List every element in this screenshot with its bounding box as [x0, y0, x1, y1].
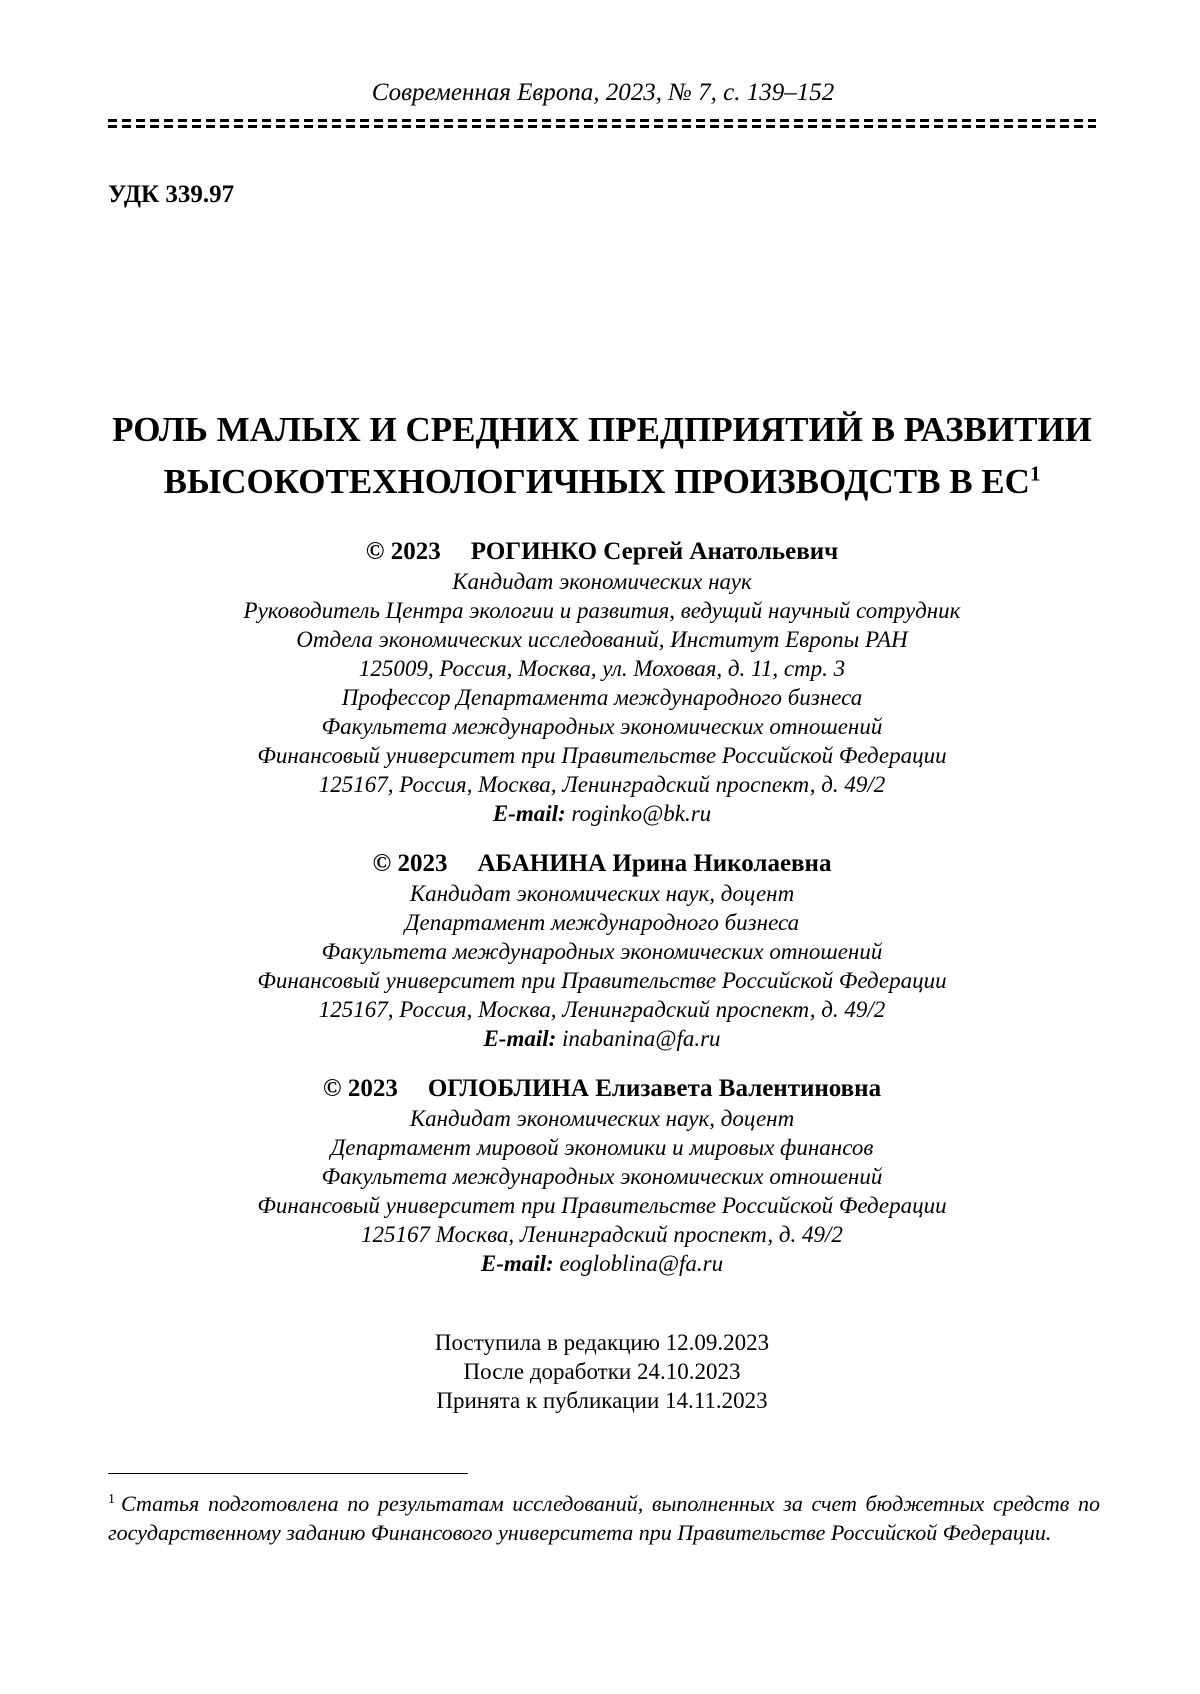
author-1-email-line: [100, 799, 1104, 828]
author-1-line-5: Профессор Департамента международного бизнеса: [341, 685, 863, 710]
author-2-email-label: E-mail:: [483, 1026, 557, 1051]
author-2-line-5: 125167, Россия, Москва, Ленинградский проспект, д. 49/2: [318, 997, 886, 1022]
author-2: [100, 848, 1104, 1053]
author-3-name: ОГЛОБЛИНА Елизавета Валентиновна: [427, 1075, 882, 1102]
author-3-line-5: 125167 Москва, Ленинградский проспект, д. 49/2: [361, 1222, 843, 1247]
journal-header: Современная Европа, 2023, № 7, с. 139–152: [371, 79, 835, 106]
date-revised: После доработки 24.10.2023: [463, 1359, 741, 1384]
author-1-email-label: E-mail:: [492, 801, 566, 826]
author-3-line-2: Департамент мировой экономики и мировых финансов: [330, 1135, 874, 1160]
author-3-copyright: © 2023: [322, 1075, 398, 1102]
author-3-line-1: Кандидат экономических наук, доцент: [409, 1106, 795, 1131]
footnote-text: Статья подготовлена по результатам исследований, выполненных за счет бюджетных средств по государственному заданию Финансового университета при Правительстве Российской Федерации.: [108, 1491, 1100, 1545]
author-1-line-6: Факультета международных экономических отношений: [321, 714, 883, 739]
author-1: [100, 536, 1104, 828]
footnote-separator: [108, 1473, 468, 1474]
author-3-email-label: E-mail:: [480, 1251, 554, 1276]
author-1-copyright: © 2023: [365, 538, 441, 565]
editorial-dates: [100, 1328, 1104, 1415]
author-1-line-7: Финансовый университет при Правительстве Российской Федерации: [257, 743, 947, 768]
author-1-line-2: Руководитель Центра экологии и развития, ведущий научный сотрудник: [243, 598, 961, 623]
author-2-line-2: Департамент международного бизнеса: [404, 910, 800, 935]
udk-code: УДК 339.97: [108, 181, 235, 208]
title-line-2: [100, 456, 1104, 508]
author-2-line-1: Кандидат экономических наук, доцент: [409, 881, 795, 906]
author-3: [100, 1073, 1104, 1278]
author-2-heading: [100, 848, 1104, 879]
author-3-line-3: Факультета международных экономических отношений: [321, 1164, 883, 1189]
author-1-line-1: Кандидат экономических наук: [452, 569, 752, 594]
author-3-line-4: Финансовый университет при Правительстве Российской Федерации: [257, 1193, 947, 1218]
author-3-email-line: [100, 1249, 1104, 1278]
footnote: [108, 1489, 1100, 1547]
title-line-2-text: ВЫСОКОТЕХНОЛОГИЧНЫХ ПРОИЗВОДСТВ В ЕС: [163, 462, 1030, 501]
author-2-copyright: © 2023: [372, 850, 448, 877]
date-received: Поступила в редакцию 12.09.2023: [434, 1330, 770, 1355]
author-1-line-8: 125167, Россия, Москва, Ленинградский проспект, д. 49/2: [318, 772, 886, 797]
author-3-email[interactable]: eogloblina@fa.ru: [559, 1251, 724, 1276]
author-2-line-3: Факультета международных экономических отношений: [321, 939, 883, 964]
author-1-heading: [100, 536, 1104, 567]
authors-block: [100, 536, 1104, 1298]
title-footnote-ref: 1: [1029, 461, 1041, 486]
author-1-email[interactable]: roginko@bk.ru: [571, 801, 712, 826]
author-2-email-line: [100, 1024, 1104, 1053]
author-1-name: РОГИНКО Сергей Анатольевич: [470, 538, 839, 565]
author-2-email[interactable]: inabanina@fa.ru: [562, 1026, 721, 1051]
author-1-line-3: Отдела экономических исследований, Институт Европы РАН: [296, 627, 908, 652]
header-double-dashed-rule: [108, 118, 1096, 130]
date-accepted: Принята к публикации 14.11.2023: [436, 1388, 768, 1413]
title-line-1: РОЛЬ МАЛЫХ И СРЕДНИХ ПРЕДПРИЯТИЙ В РАЗВИТИИ: [112, 410, 1092, 449]
author-2-name: АБАНИНА Ирина Николаевна: [477, 850, 832, 877]
author-2-line-4: Финансовый университет при Правительстве Российской Федерации: [257, 968, 947, 993]
author-1-line-4: 125009, Россия, Москва, ул. Моховая, д. 11, стр. 3: [358, 656, 846, 681]
author-3-heading: [100, 1073, 1104, 1104]
article-title: [100, 404, 1104, 508]
footnote-mark: 1: [108, 1491, 115, 1507]
